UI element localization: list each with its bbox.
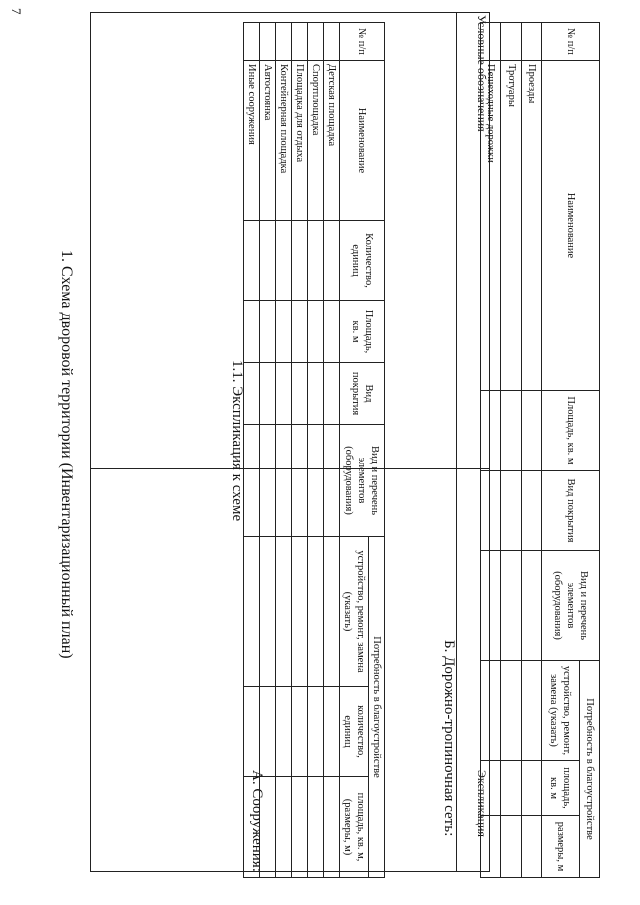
legend-label: Условные обозначения bbox=[475, 15, 489, 132]
table-row bbox=[292, 23, 308, 878]
col-name: Наименование bbox=[542, 61, 600, 391]
row-label: Детская площадка bbox=[324, 61, 340, 221]
col-num: № п/п bbox=[340, 23, 385, 61]
table-row bbox=[244, 23, 260, 878]
col-need-work: устройство, ремонт, замена (указать) bbox=[542, 661, 579, 761]
col-area: Площадь, кв. м bbox=[542, 391, 600, 471]
col-name: Наименование bbox=[340, 61, 385, 221]
table-row bbox=[308, 23, 324, 878]
row-label: Спортплощадка bbox=[308, 61, 324, 221]
table-a-grid bbox=[243, 22, 385, 878]
table-row bbox=[260, 23, 276, 878]
col-need-work: устройство, ремонт, замена (указать) bbox=[340, 537, 369, 687]
table-row bbox=[521, 23, 541, 878]
col-elements: Вид и перечень элементов (оборудования) bbox=[542, 551, 600, 661]
scheme-title: 1. Схема дворовой территории (Инвентаризационный план) bbox=[58, 250, 75, 659]
col-need-area: площадь, кв. м bbox=[542, 761, 579, 816]
table-row bbox=[324, 23, 340, 878]
table-a-title: А. Сооружения: bbox=[249, 770, 265, 872]
col-num: № п/п bbox=[542, 23, 600, 61]
table-b-header-row-1 bbox=[579, 23, 599, 878]
col-coating: Вид покрытия bbox=[340, 363, 385, 425]
row-label: Пешеходные дорожки bbox=[481, 61, 502, 391]
row-label: Автостоянка bbox=[260, 61, 276, 221]
col-need-count: количество, единиц bbox=[340, 687, 369, 777]
col-elements: Вид и перечень элементов (оборудования) bbox=[340, 425, 385, 537]
section-1-1-title: 1.1. Экспликация к схеме bbox=[229, 360, 245, 522]
explication-label: Экспликация bbox=[475, 770, 489, 837]
table-row bbox=[276, 23, 292, 878]
page-number: 7 bbox=[9, 8, 24, 15]
col-need: Потребность в благоустройстве bbox=[369, 537, 385, 878]
table-b-grid bbox=[480, 22, 600, 878]
col-need-area: площадь, кв. м, (размеры, м) bbox=[340, 777, 369, 878]
col-need-size: размеры, м bbox=[542, 816, 579, 878]
table-b-title: Б. Дорожно-тропиночная сеть: bbox=[441, 640, 457, 837]
row-label: Проезды bbox=[521, 61, 541, 391]
table-row bbox=[501, 23, 521, 878]
col-count: Количество, единиц bbox=[340, 221, 385, 301]
col-need: Потребность в благоустройстве bbox=[579, 661, 599, 878]
table-row bbox=[481, 23, 502, 878]
col-coating: Вид покрытия bbox=[542, 471, 600, 551]
row-label: Контейнерная площадка bbox=[276, 61, 292, 221]
col-area: Площадь, кв. м bbox=[340, 301, 385, 363]
row-label: Тротуары bbox=[501, 61, 521, 391]
table-a-header-row-1 bbox=[369, 23, 385, 878]
row-label: Иные сооружения bbox=[244, 61, 260, 221]
row-label: Площадка для отдыха bbox=[292, 61, 308, 221]
